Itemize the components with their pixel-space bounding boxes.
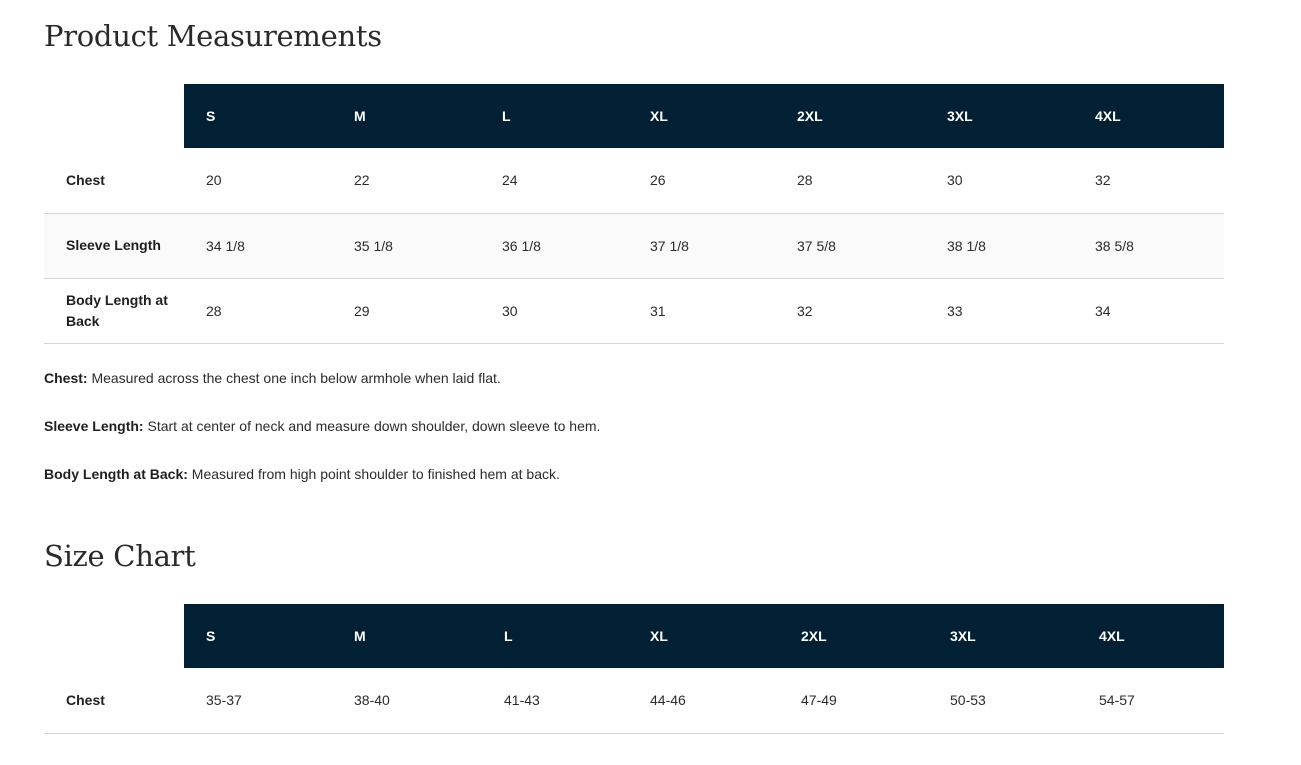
table-cell: 24 (480, 148, 628, 213)
row-label: Chest (44, 668, 184, 733)
size-header-m: M (332, 604, 482, 668)
table-cell: 38 5/8 (1073, 213, 1224, 278)
table-row-chest (44, 668, 1224, 733)
size-header-s: S (184, 84, 332, 148)
table-cell: 20 (184, 148, 332, 213)
table-cell: 32 (775, 278, 925, 343)
table-cell: 29 (332, 278, 480, 343)
table-cell: 44-46 (628, 668, 779, 733)
table-cell: 34 1/8 (184, 213, 332, 278)
table-cell: 28 (775, 148, 925, 213)
table-header-row (44, 604, 1224, 668)
size-header-xl: XL (628, 604, 779, 668)
table-cell: 28 (184, 278, 332, 343)
table-row-body-length (44, 278, 1224, 343)
table-cell: 32 (1073, 148, 1224, 213)
size-header-m: M (332, 84, 480, 148)
corner-cell (44, 84, 184, 148)
table-cell: 26 (628, 148, 775, 213)
product-measurements-table (44, 84, 1224, 344)
row-label: Body Length at Back (44, 278, 184, 343)
size-header-xl: XL (628, 84, 775, 148)
size-header-s: S (184, 604, 332, 668)
corner-cell (44, 604, 184, 668)
measurement-notes (44, 369, 600, 513)
table-header-row (44, 84, 1224, 148)
note-body-length (44, 465, 600, 483)
table-row-sleeve-length (44, 213, 1224, 278)
note-term: Sleeve Length: (44, 418, 144, 434)
size-header-3xl: 3XL (928, 604, 1077, 668)
table-cell: 31 (628, 278, 775, 343)
size-header-l: L (482, 604, 628, 668)
table-cell: 35-37 (184, 668, 332, 733)
size-header-4xl: 4XL (1073, 84, 1224, 148)
note-term: Chest: (44, 370, 88, 386)
table-cell: 35 1/8 (332, 213, 480, 278)
note-text: Measured across the chest one inch below armhole when laid flat. (87, 370, 501, 386)
table-cell: 37 1/8 (628, 213, 775, 278)
size-header-2xl: 2XL (779, 604, 928, 668)
product-measurements-title: Product Measurements (44, 19, 382, 53)
table-cell: 30 (925, 148, 1073, 213)
note-text: Measured from high point shoulder to finished hem at back. (187, 466, 560, 482)
table-cell: 37 5/8 (775, 213, 925, 278)
note-text: Start at center of neck and measure down shoulder, down sleeve to hem. (143, 418, 601, 434)
size-header-4xl: 4XL (1077, 604, 1224, 668)
table-cell: 30 (480, 278, 628, 343)
table-cell: 38-40 (332, 668, 482, 733)
table-cell: 34 (1073, 278, 1224, 343)
table-cell: 33 (925, 278, 1073, 343)
table-cell: 41-43 (482, 668, 628, 733)
table-cell: 22 (332, 148, 480, 213)
size-header-l: L (480, 84, 628, 148)
table-row-chest (44, 148, 1224, 213)
size-header-3xl: 3XL (925, 84, 1073, 148)
note-term: Body Length at Back: (44, 466, 188, 482)
row-label: Chest (44, 148, 184, 213)
table-cell: 36 1/8 (480, 213, 628, 278)
table-cell: 50-53 (928, 668, 1077, 733)
table-cell: 47-49 (779, 668, 928, 733)
size-chart-table (44, 604, 1224, 734)
row-label: Sleeve Length (44, 213, 184, 278)
note-chest (44, 369, 600, 387)
table-cell: 38 1/8 (925, 213, 1073, 278)
table-cell: 54-57 (1077, 668, 1224, 733)
size-header-2xl: 2XL (775, 84, 925, 148)
note-sleeve-length (44, 417, 600, 435)
size-chart-title: Size Chart (44, 539, 196, 573)
